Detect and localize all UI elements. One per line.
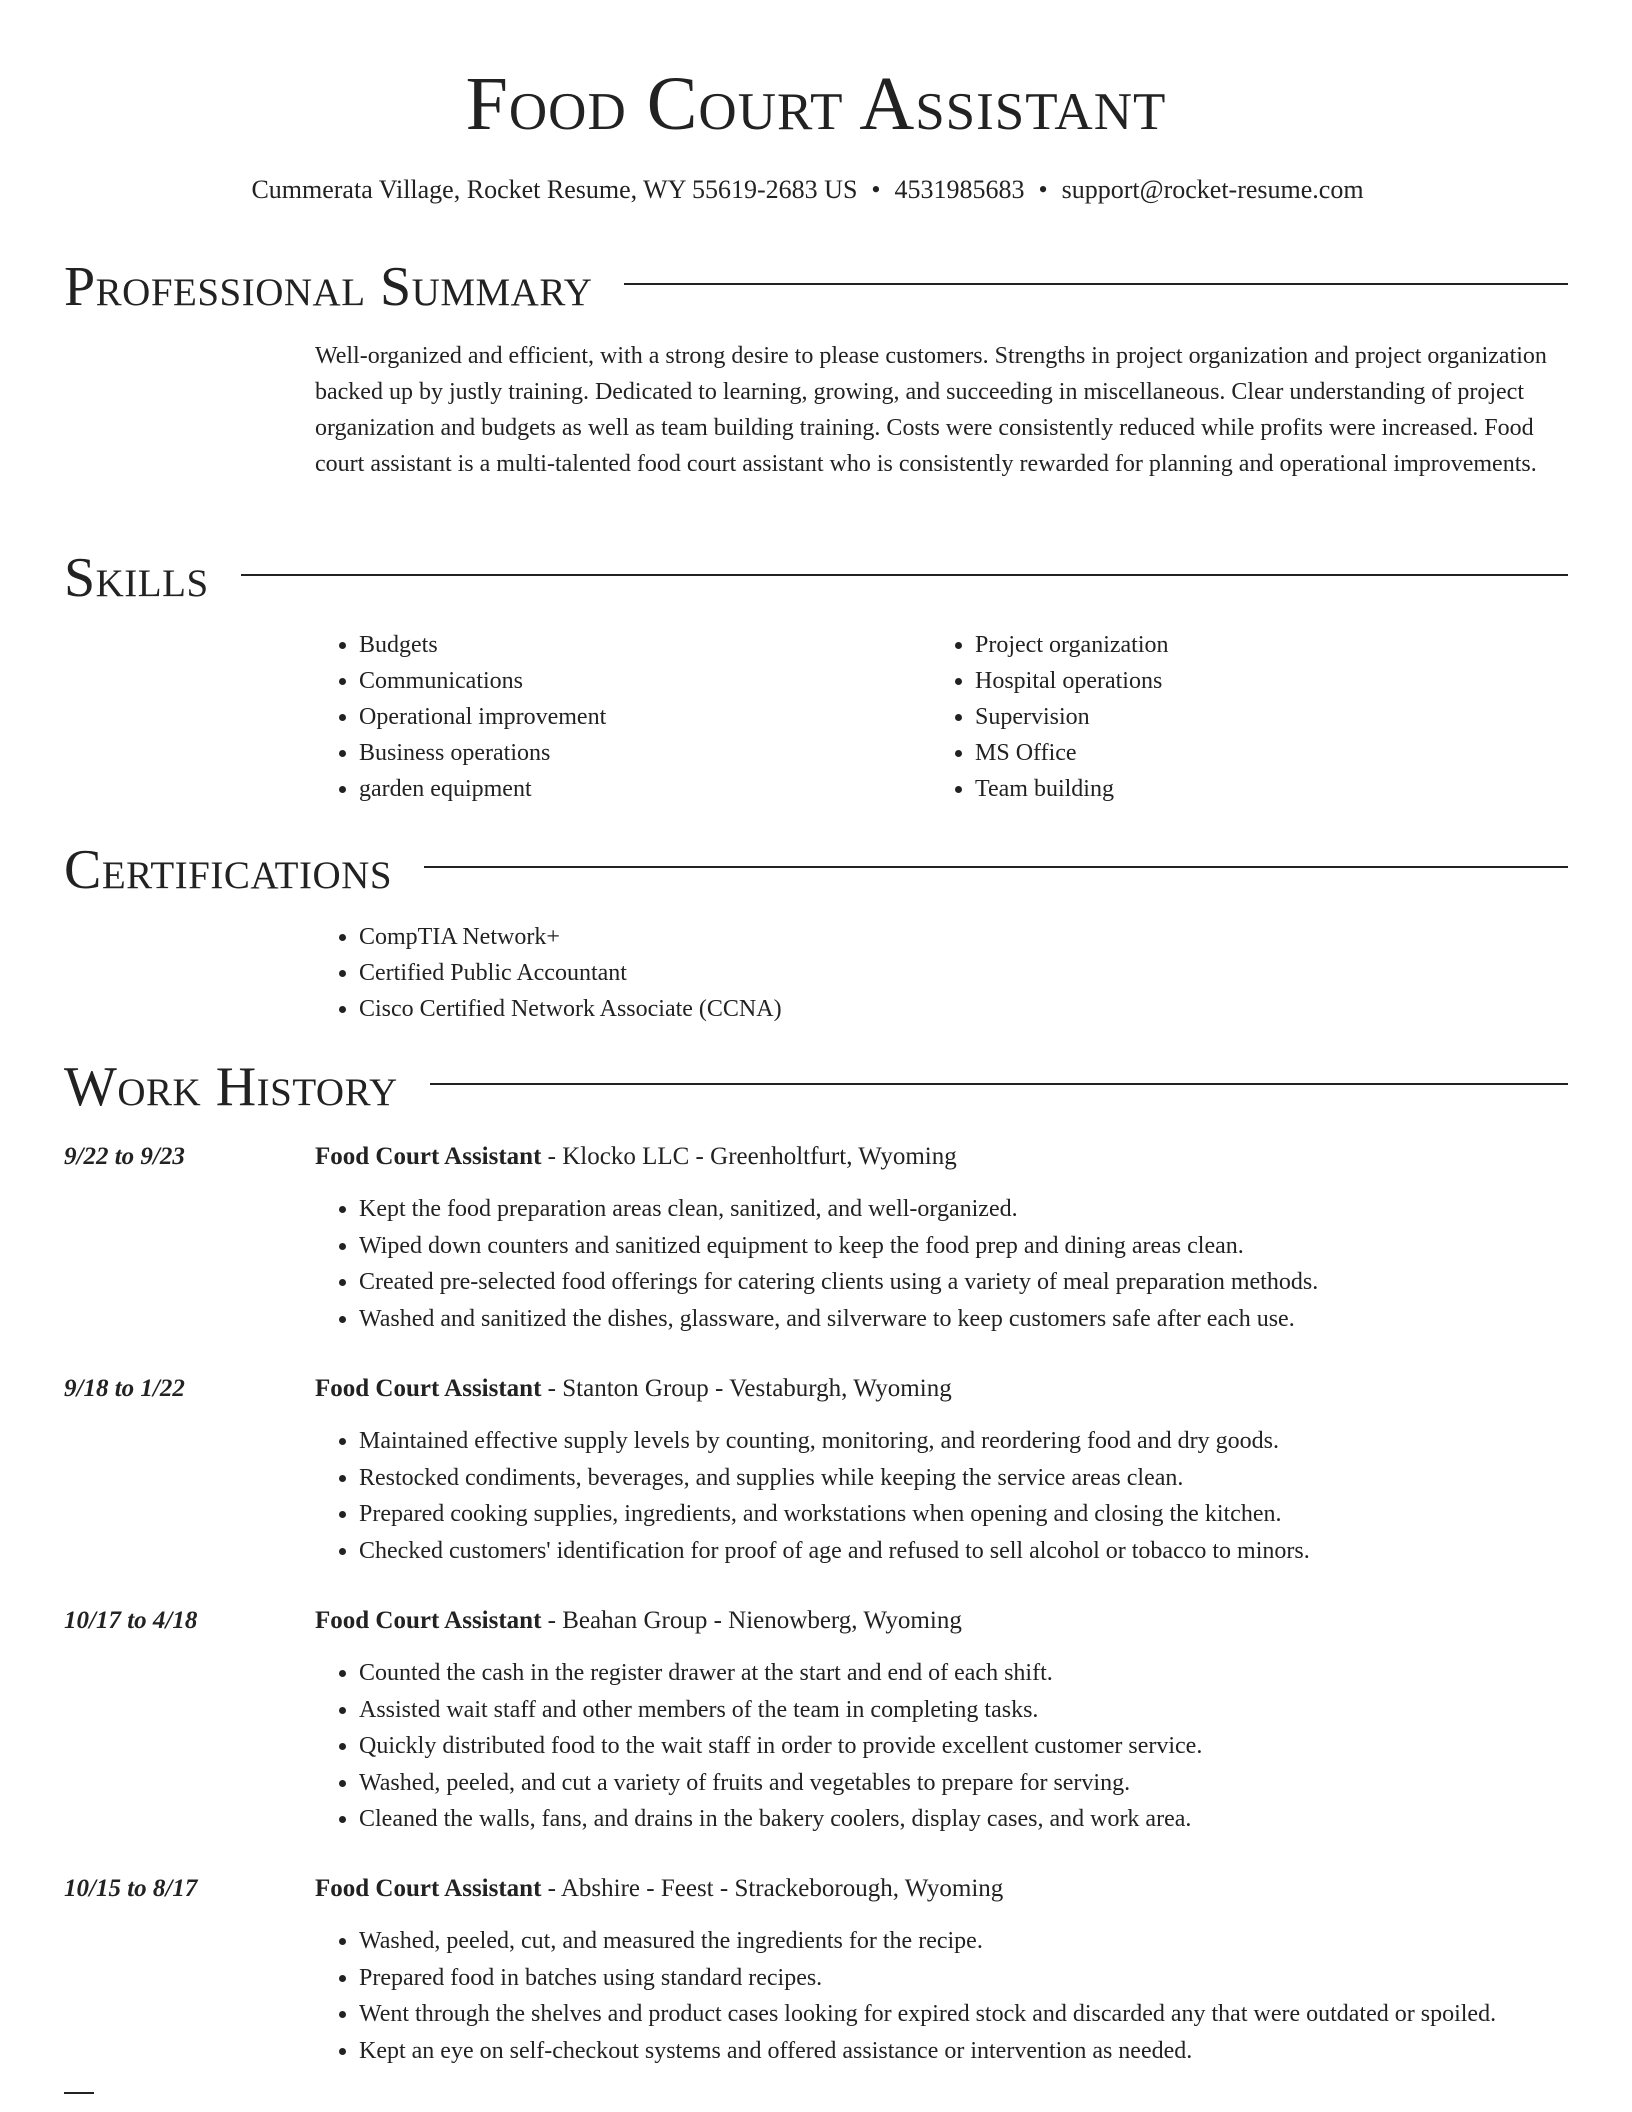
contact-separator: • — [871, 175, 881, 204]
duty-item: • Prepared cooking supplies, ingredients, and workstations when opening and closing the kitchen. — [359, 1496, 1568, 1533]
skill-item: • Business operations — [359, 735, 931, 771]
section-divider — [241, 574, 1568, 576]
job-title: Food Court Assistant — [315, 1143, 542, 1170]
section-divider — [430, 1083, 1568, 1085]
job-title: Food Court Assistant — [315, 1607, 542, 1634]
job-dates: 10/17 to 4/18 — [64, 1607, 198, 1634]
duty-item: • Washed, peeled, and cut a variety of fruits and vegetables to prepare for serving. — [359, 1765, 1568, 1802]
skills-column-left — [315, 627, 931, 807]
duty-item: • Washed, peeled, cut, and measured the ingredients for the recipe. — [359, 1923, 1568, 1960]
job-title: Food Court Assistant — [315, 1875, 542, 1902]
contact-phone: 4531985683 — [894, 175, 1025, 204]
duty-item: • Checked customers' identification for proof of age and refused to sell alcohol or tobacco to minors. — [359, 1533, 1568, 1570]
work-history-section-header — [64, 1052, 1568, 1122]
job-duties — [315, 1423, 1568, 1569]
skill-item: • Project organization — [975, 627, 1547, 663]
duty-item: • Assisted wait staff and other members of the team in completing tasks. — [359, 1692, 1568, 1729]
job-duties — [315, 1655, 1568, 1838]
duty-item: • Restocked condiments, beverages, and supplies while keeping the service areas clean. — [359, 1460, 1568, 1497]
skill-item: • Communications — [359, 663, 931, 699]
skill-item: • Hospital operations — [975, 663, 1547, 699]
job-employer-location: - Klocko LLC - Greenholtfurt, Wyoming — [541, 1143, 957, 1170]
skill-item: • Operational improvement — [359, 699, 931, 735]
section-divider — [424, 866, 1568, 868]
section-title-skills: Skills — [64, 547, 209, 609]
job-employer-location: - Stanton Group - Vestaburgh, Wyoming — [541, 1375, 952, 1402]
duty-item: • Kept an eye on self-checkout systems and offered assistance or intervention as needed. — [359, 2033, 1568, 2070]
contact-separator: • — [1038, 175, 1048, 204]
job-duties — [315, 1191, 1568, 1337]
contact-email: support@rocket-resume.com — [1061, 175, 1364, 204]
duty-item: • Maintained effective supply levels by counting, monitoring, and reordering food and dry goods. — [359, 1423, 1568, 1460]
duty-item: • Washed and sanitized the dishes, glassware, and silverware to keep customers safe after each use. — [359, 1301, 1568, 1338]
section-title-work-history: Work History — [64, 1056, 398, 1118]
duty-item: • Counted the cash in the register drawer at the start and end of each shift. — [359, 1655, 1568, 1692]
duty-item: • Quickly distributed food to the wait staff in order to provide excellent customer service. — [359, 1728, 1568, 1765]
job-heading — [315, 1371, 952, 1407]
job-dates: 10/15 to 8/17 — [64, 1875, 198, 1902]
skill-item: • Budgets — [359, 627, 931, 663]
job-dates: 9/18 to 1/22 — [64, 1375, 185, 1402]
job-employer-location: - Beahan Group - Nienowberg, Wyoming — [541, 1607, 962, 1634]
summary-section-header — [64, 252, 1568, 322]
certification-item: • Cisco Certified Network Associate (CCNA) — [359, 991, 1568, 1027]
certifications-list — [315, 919, 1568, 1027]
job-heading — [315, 1603, 962, 1639]
skills-section-header — [64, 543, 1568, 613]
job-duties — [315, 1923, 1568, 2069]
section-title-summary: Professional Summary — [64, 256, 593, 318]
skill-item: • garden equipment — [359, 771, 931, 807]
duty-item: • Kept the food preparation areas clean, sanitized, and well-organized. — [359, 1191, 1568, 1228]
duty-item: • Prepared food in batches using standard recipes. — [359, 1960, 1568, 1997]
job-heading — [315, 1139, 957, 1175]
skills-list — [315, 627, 1568, 807]
job-title: Food Court Assistant — [315, 1375, 542, 1402]
section-title-certifications: Certifications — [64, 839, 393, 901]
job-dates: 9/22 to 9/23 — [64, 1143, 185, 1170]
candidate-name: Food Court Assistant — [465, 62, 1167, 146]
certification-item: • CompTIA Network+ — [359, 919, 1568, 955]
skill-item: • MS Office — [975, 735, 1547, 771]
skill-item: • Supervision — [975, 699, 1547, 735]
contact-line — [0, 172, 1615, 208]
summary-text: Well-organized and efficient, with a strong desire to please customers. Strengths in project organization and project organization backed up by justly training. Dedicated to learning, growing, and succeeding in miscellaneous. Clear understanding of project organization and budgets as well as team building training. Costs were consistently reduced while profits were increased. Food court assistant is a multi-talented food court assistant who is consistently rewarded for planning and operational improvements. — [315, 343, 1547, 477]
duty-item: • Created pre-selected food offerings for catering clients using a variety of meal preparation methods. — [359, 1264, 1568, 1301]
duty-item: • Wiped down counters and sanitized equipment to keep the food prep and dining areas clean. — [359, 1228, 1568, 1265]
duty-item: • Went through the shelves and product cases looking for expired stock and discarded any that were outdated or spoiled. — [359, 1996, 1568, 2033]
duty-item: • Cleaned the walls, fans, and drains in the bakery coolers, display cases, and work area. — [359, 1801, 1568, 1838]
next-section-title-cutoff — [64, 2092, 104, 2112]
section-divider — [624, 283, 1568, 285]
skill-item: • Team building — [975, 771, 1547, 807]
contact-address: Cummerata Village, Rocket Resume, WY 55619-2683 US — [251, 175, 858, 204]
certification-item: • Certified Public Accountant — [359, 955, 1568, 991]
certifications-section-header — [64, 835, 1568, 905]
job-employer-location: - Abshire - Feest - Strackeborough, Wyoming — [541, 1875, 1004, 1902]
skills-column-right — [931, 627, 1547, 807]
job-heading — [315, 1871, 1003, 1907]
